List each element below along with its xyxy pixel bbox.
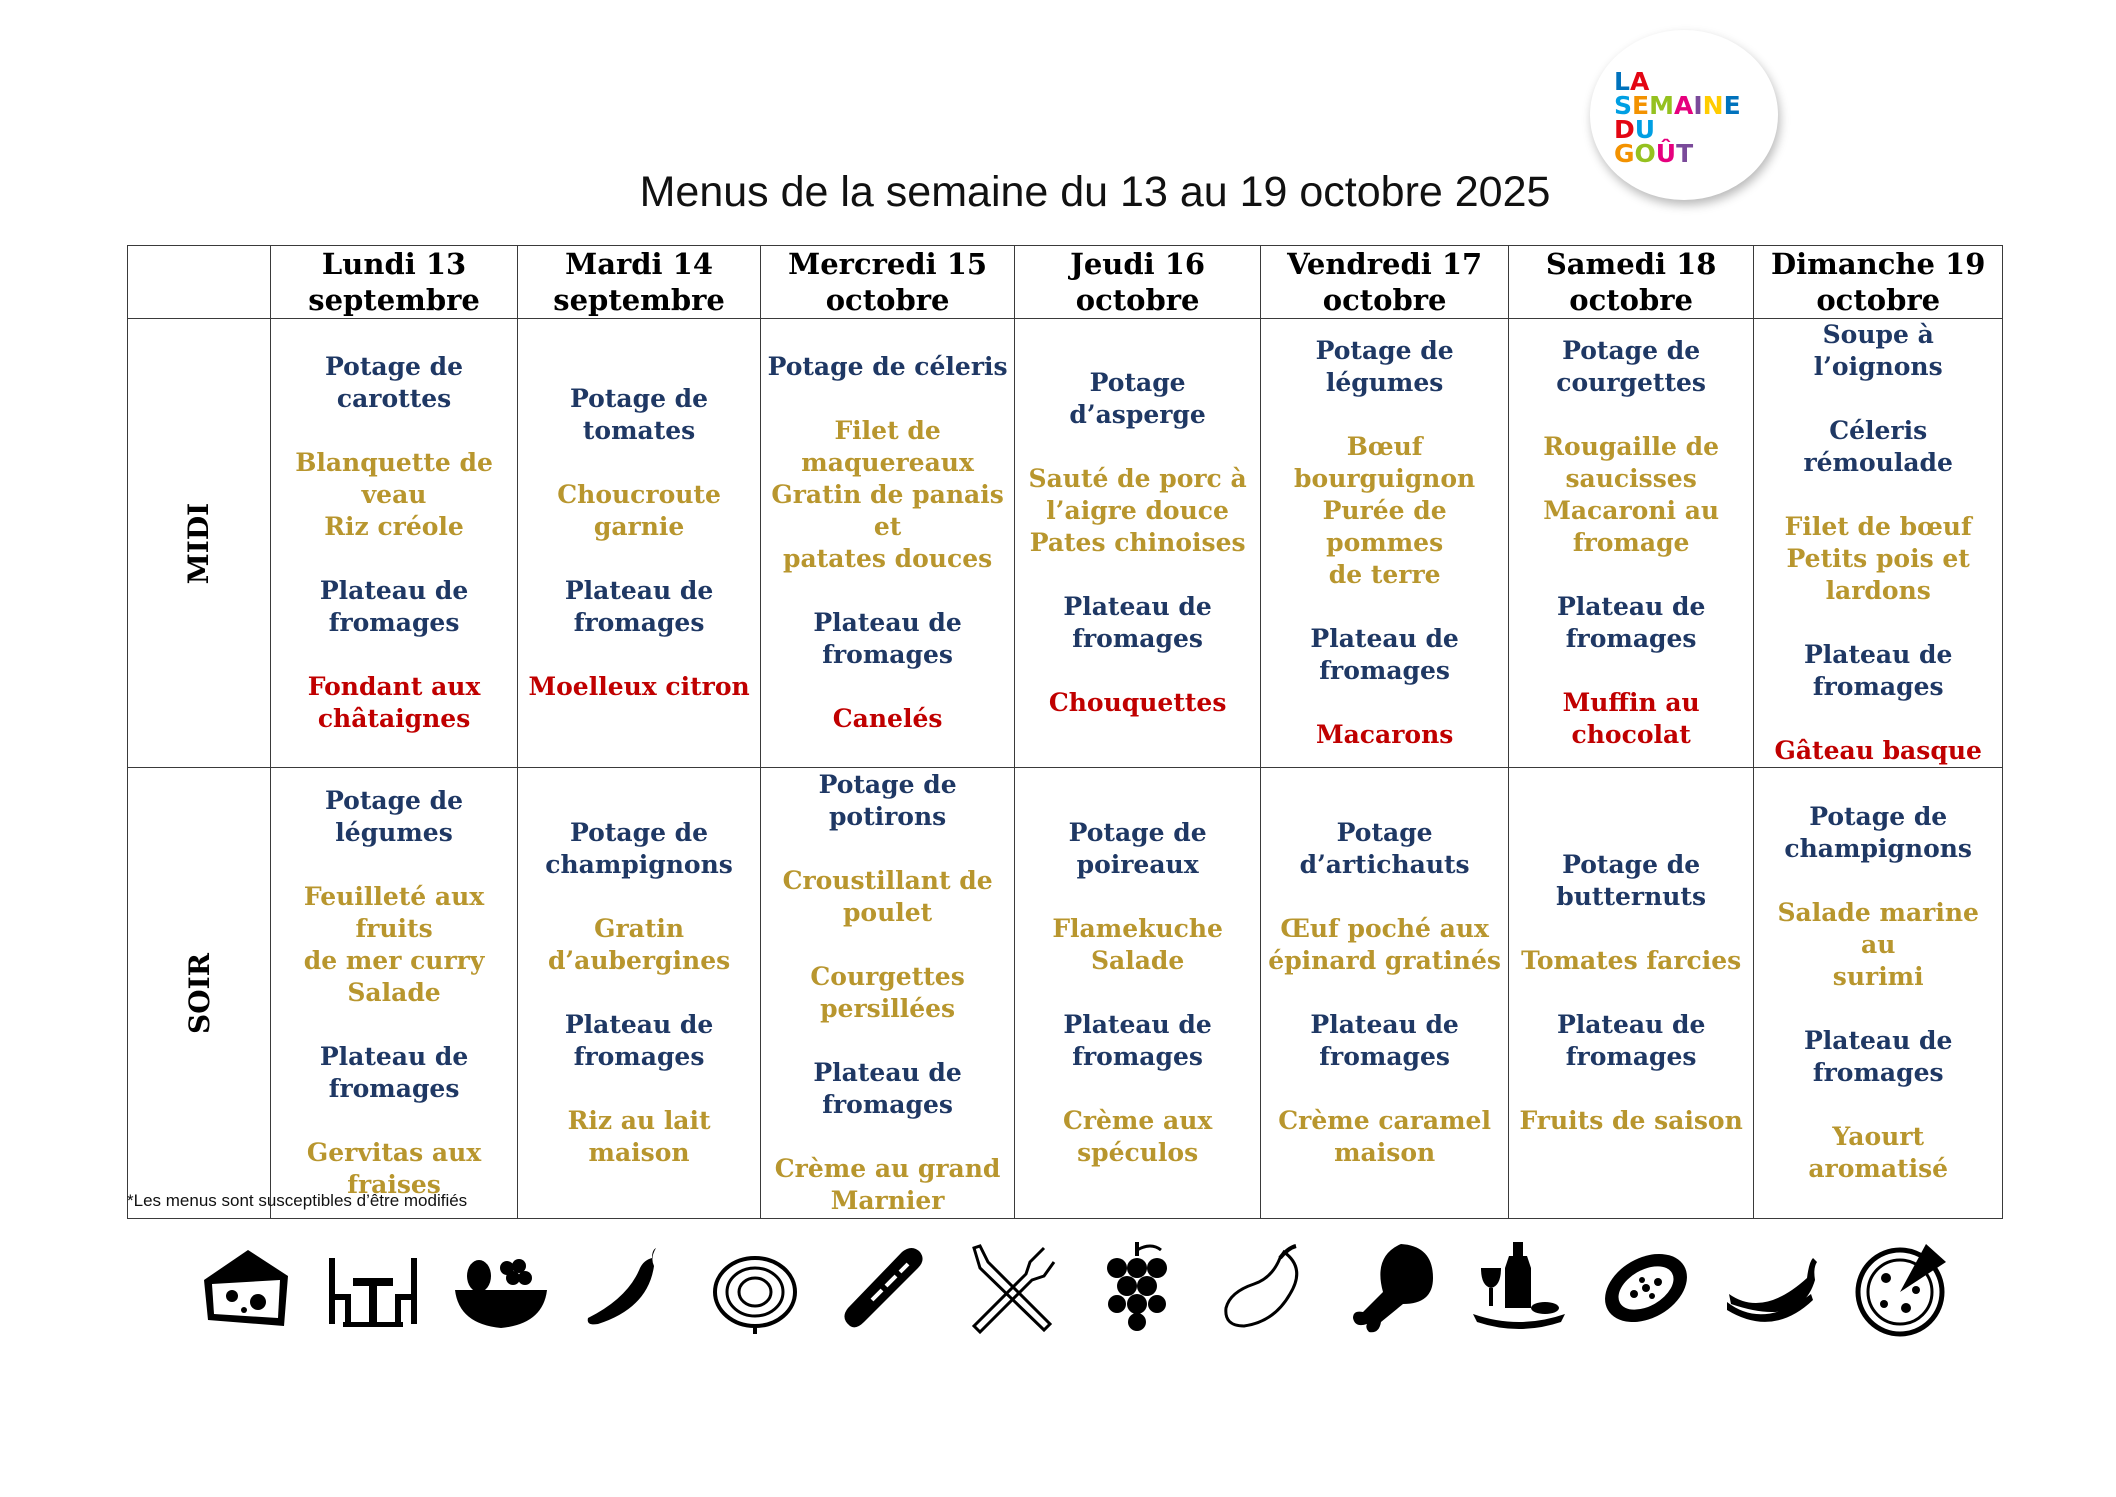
menu-item: Salade marine au surimi xyxy=(1777,898,1979,991)
menu-cell xyxy=(271,319,518,768)
meal-row-midi xyxy=(128,319,2003,768)
papaya-icon xyxy=(1596,1238,1696,1338)
menu-item: Potage d’asperge xyxy=(1069,368,1206,429)
menu-item: Plateau de fromages xyxy=(1556,592,1706,653)
onion-icon xyxy=(705,1238,805,1338)
menu-item: Filet de bœuf Petits pois et lardons xyxy=(1784,512,1972,605)
menu-item: Potage de champignons xyxy=(1784,802,1973,863)
menu-item: Macarons xyxy=(1315,720,1454,749)
menu-cell xyxy=(1014,319,1261,768)
menu-item: Plateau de fromages xyxy=(1310,1010,1459,1071)
menu-item: Riz au lait maison xyxy=(567,1106,711,1167)
menu-cell xyxy=(1754,319,2003,768)
menu-item: Chouquettes xyxy=(1048,688,1227,717)
menu-item: Plateau de fromages xyxy=(1556,1010,1706,1071)
menu-item: Plateau de fromages xyxy=(1063,592,1212,653)
menu-cell xyxy=(1508,319,1754,768)
fork-knife-icon xyxy=(960,1238,1060,1338)
dining-table-icon xyxy=(323,1238,423,1338)
meal-row-soir xyxy=(128,768,2003,1219)
menu-item: Fondant aux châtaignes xyxy=(307,672,481,733)
day-header: Dimanche 19 octobre xyxy=(1754,246,2003,319)
menu-item: Œuf poché aux épinard gratinés xyxy=(1268,914,1501,975)
day-header: Mardi 14 septembre xyxy=(517,246,761,319)
food-icon-strip xyxy=(196,1238,1976,1338)
menu-item: Plateau de fromages xyxy=(1310,624,1459,685)
day-header: Samedi 18 octobre xyxy=(1508,246,1754,319)
page-title: Menus de la semaine du 13 au 19 octobre 2025 xyxy=(639,168,1551,216)
menu-item: Canelés xyxy=(832,704,943,733)
menu-cell xyxy=(1754,768,2003,1219)
menu-item: Plateau de fromages xyxy=(813,608,962,669)
wine-tray-icon xyxy=(1469,1238,1569,1338)
logo-line: SEMAINE xyxy=(1614,91,1741,120)
menu-item: Plateau de fromages xyxy=(564,576,714,637)
menu-item: Flamekuche Salade xyxy=(1052,914,1223,975)
menu-item: Gâteau basque xyxy=(1774,736,1982,765)
menu-item: Muffin au chocolat xyxy=(1562,688,1700,749)
chili-pepper-icon xyxy=(578,1238,678,1338)
menu-item: Potage de courgettes xyxy=(1556,336,1706,397)
menu-item: Filet de maquereaux Gratin de panais et patates douces xyxy=(771,416,1004,573)
menu-item: Moelleux citron xyxy=(528,672,750,701)
menu-item: Plateau de fromages xyxy=(564,1010,714,1071)
menu-item: Soupe à l’oignons xyxy=(1813,320,1943,381)
menu-item: Plateau de fromages xyxy=(1803,640,1953,701)
menu-item: Gratin d’aubergines xyxy=(547,914,731,975)
menu-item: Blanquette de veau Riz créole xyxy=(295,448,493,541)
menu-item: Potage de carottes xyxy=(325,352,464,413)
eggplant-icon xyxy=(1214,1238,1314,1338)
menu-item: Potage de céleris xyxy=(767,352,1008,381)
fruit-bowl-icon xyxy=(451,1238,551,1338)
menu-cell xyxy=(1508,768,1754,1219)
chicken-leg-icon xyxy=(1341,1238,1441,1338)
menu-item: Gervitas aux fraises xyxy=(306,1138,482,1199)
grapes-icon xyxy=(1087,1238,1187,1338)
baguette-icon xyxy=(832,1238,932,1338)
day-header: Vendredi 17 octobre xyxy=(1261,246,1509,319)
menu-item: Croustillant de poulet xyxy=(782,866,993,927)
day-header: Mercredi 15 octobre xyxy=(761,246,1015,319)
menu-item: Céleris rémoulade xyxy=(1803,416,1953,477)
menu-item: Plateau de fromages xyxy=(319,576,469,637)
meal-label-soir: SOIR xyxy=(128,768,271,1219)
corner-cell xyxy=(128,246,271,319)
menu-item: Rougaille de saucisses Macaroni au fromage xyxy=(1543,432,1720,557)
day-header: Jeudi 16 octobre xyxy=(1014,246,1261,319)
menu-cell xyxy=(1261,319,1509,768)
menu-item: Plateau de fromages xyxy=(1063,1010,1212,1071)
meal-label-midi: MIDI xyxy=(128,319,271,768)
menu-item: Plateau de fromages xyxy=(319,1042,469,1103)
menu-item: Feuilleté aux fruits de mer curry Salade xyxy=(303,882,485,1007)
pizza-icon xyxy=(1850,1238,1950,1338)
menu-item: Tomates farcies xyxy=(1521,946,1742,975)
menu-item: Potage de tomates xyxy=(570,384,709,445)
menu-item: Courgettes persillées xyxy=(810,962,965,1023)
menu-item: Sauté de porc à l’aigre douce Pates chinoises xyxy=(1028,464,1247,557)
menu-cell xyxy=(761,768,1015,1219)
menu-cell xyxy=(761,319,1015,768)
logo-line: LA xyxy=(1614,67,1650,96)
menu-cell xyxy=(517,319,761,768)
footnote: *Les menus sont susceptibles d’être modifiés xyxy=(127,1191,468,1210)
menu-item: Yaourt aromatisé xyxy=(1808,1122,1949,1183)
menu-item: Potage de butternuts xyxy=(1556,850,1707,911)
menu-item: Potage d’artichauts xyxy=(1299,818,1470,879)
menu-item: Crème caramel maison xyxy=(1278,1106,1491,1167)
menu-item: Crème aux spéculos xyxy=(1062,1106,1213,1167)
menu-item: Potage de légumes xyxy=(1315,336,1454,397)
menu-item: Potage de champignons xyxy=(545,818,733,879)
banana-icon xyxy=(1723,1238,1823,1338)
menu-item: Potage de légumes xyxy=(325,786,464,847)
menu-item: Choucroute garnie xyxy=(557,480,721,541)
menu-item: Fruits de saison xyxy=(1519,1106,1743,1135)
cheese-icon xyxy=(196,1238,296,1338)
menu-item: Potage de potirons xyxy=(818,770,957,831)
logo-line: DU xyxy=(1614,115,1656,144)
day-header: Lundi 13 septembre xyxy=(271,246,518,319)
menu-item: Potage de poireaux xyxy=(1068,818,1207,879)
menu-item: Crème au grand Marnier xyxy=(774,1154,1001,1215)
menu-table xyxy=(127,245,2003,1219)
logo-wordmark xyxy=(1614,67,1741,168)
menu-item: Plateau de fromages xyxy=(813,1058,962,1119)
menu-item: Plateau de fromages xyxy=(1803,1026,1953,1087)
menu-cell xyxy=(517,768,761,1219)
menu-cell xyxy=(271,768,518,1219)
logo-line: GOÛT xyxy=(1614,139,1694,168)
menu-cell xyxy=(1014,768,1261,1219)
menu-cell xyxy=(1261,768,1509,1219)
menu-item: Bœuf bourguignon Purée de pommes de terre xyxy=(1294,432,1476,589)
header-row xyxy=(128,246,2003,319)
